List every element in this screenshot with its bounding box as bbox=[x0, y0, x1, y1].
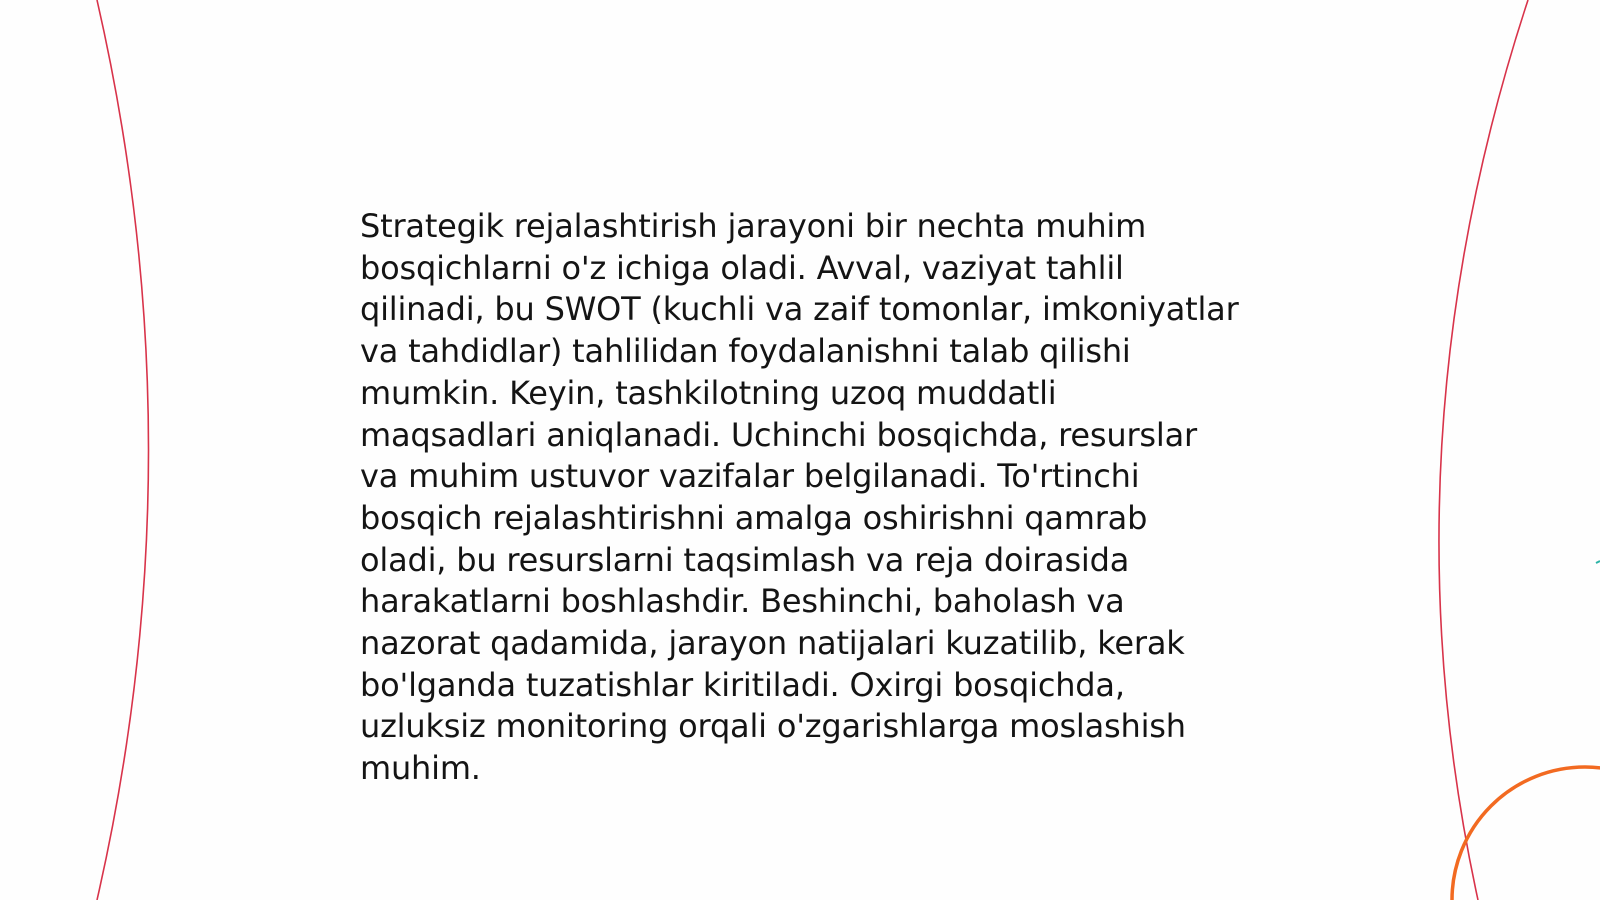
body-paragraph: Strategik rejalashtirish jarayoni bir nechta muhim bosqichlarni o'z ichiga oladi. Avval, vaziyat tahlil qilinadi, bu SWOT (kuchli va zaif tomonlar, imkoniyatlar va tahdidlar) tahlilidan foydalanishni talab qilishi mumkin. Keyin, tashkilotning uzoq muddatli maqsadlari aniqlanadi. Uchinchi bosqichda, resurslar va muhim ustuvor vazifalar belgilanadi. To'rtinchi bosqich rejalashtirishni amalga oshirishni qamrab oladi, bu resurslarni taqsimlash va reja doirasida harakatlarni boshlashdir. Beshinchi, baholash va nazorat qadamida, jarayon natijalari kuzatilib, kerak bo'lganda tuzatishlar kiritiladi. Oxirgi bosqichda, uzluksiz monitoring orqali o'zgarishlarga moslashish muhim. bbox=[360, 207, 1239, 788]
left-curve-line bbox=[97, 0, 149, 900]
teal-accent-mark bbox=[1596, 561, 1600, 563]
right-curve-line bbox=[1439, 0, 1528, 900]
